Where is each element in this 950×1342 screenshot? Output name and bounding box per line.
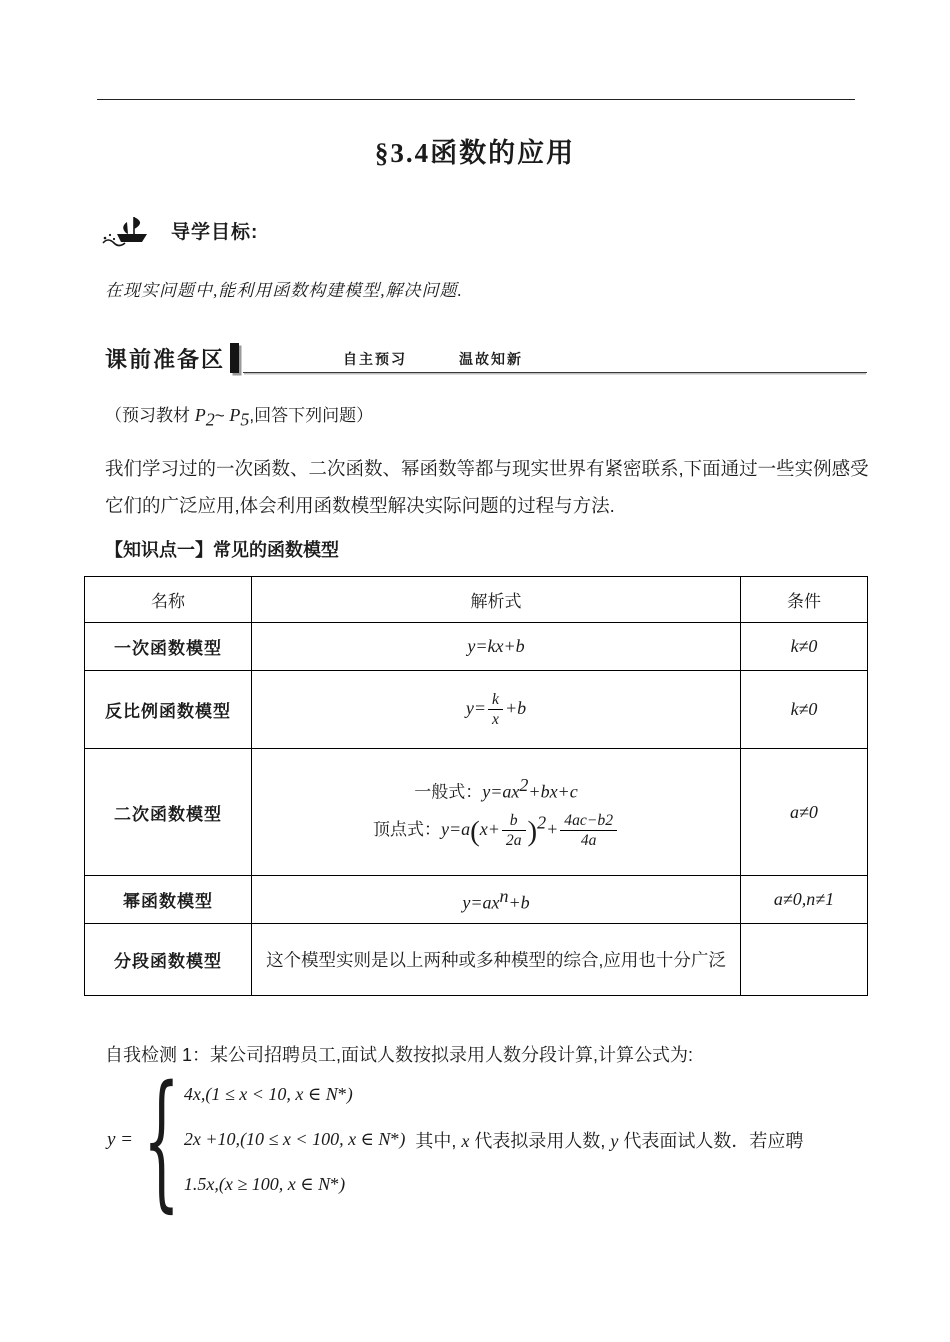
model-name: 二次函数模型 (85, 749, 252, 876)
vertex-exponent: 2 (537, 812, 547, 833)
inverse-fraction (488, 691, 503, 728)
piecewise-cases (184, 1072, 804, 1207)
case-condition: (x ≥ 100, x ∈ N (218, 1174, 331, 1194)
case-star: * (337, 1084, 347, 1104)
case-expression: 2x +10, (183, 1129, 241, 1149)
inverse-pre: y= (465, 697, 487, 718)
piecewise-outro (415, 1127, 803, 1153)
table-row-quadratic (85, 749, 868, 876)
section-subtitles (243, 349, 867, 373)
preview-p1-sub: 2 (205, 409, 215, 430)
page-title: §3.4函数的应用 (374, 138, 576, 168)
vertex-close-paren: ) (527, 815, 538, 847)
inverse-formula (252, 671, 741, 749)
general-rest: +bx+c (528, 781, 578, 802)
fraction-denominator: 4a (580, 831, 597, 849)
top-divider (97, 99, 855, 100)
piecewise-case-2 (184, 1117, 804, 1162)
table-header-expression: 解析式 (252, 577, 741, 623)
knowledge-point-heading: 【知识点一】常见的函数模型 (105, 540, 339, 560)
preview-post: ,回答下列问题） (249, 406, 374, 425)
model-name: 一次函数模型 (85, 623, 252, 671)
vertex-pre: y=a (440, 818, 471, 839)
case-star: * (390, 1129, 400, 1149)
section-bar-icon (230, 343, 239, 373)
quadratic-formulas (252, 749, 741, 876)
general-exponent: 2 (519, 774, 529, 795)
preview-note (105, 401, 373, 430)
piecewise-lhs: y = (107, 1128, 134, 1150)
vertex-inner: x+ (479, 818, 500, 839)
vertex-open-paren: ( (470, 815, 480, 847)
table-header-name: 名称 (85, 577, 252, 623)
piecewise-case-1 (184, 1072, 804, 1117)
piecewise-condition (741, 924, 868, 996)
fraction-denominator: 2a (505, 831, 522, 849)
case-expression: 4x, (183, 1084, 206, 1104)
preview-p2-sub: 5 (240, 409, 250, 430)
outro-text: 代表拟录用人数, (469, 1130, 611, 1151)
preview-p1: P (194, 405, 206, 425)
outro-text: 其中, (415, 1130, 462, 1151)
power-exponent: n (499, 885, 509, 906)
preview-p2: P (229, 405, 241, 425)
table-row-linear (85, 623, 868, 671)
outro-var-y: y (610, 1130, 619, 1151)
case-condition: (10 ≤ x < 100, x ∈ N (240, 1129, 391, 1149)
table-row-power (85, 876, 868, 924)
model-name: 分段函数模型 (85, 924, 252, 996)
goal-text: 在现实问题中,能利用函数构建模型,解决问题. (105, 281, 463, 300)
preview-pre: （预习教材 (105, 406, 195, 425)
fraction-numerator: b (502, 812, 526, 831)
power-base: y=ax (462, 892, 500, 913)
power-condition: a≠0,n≠1 (773, 889, 835, 909)
preview-mid: ~ (214, 406, 230, 425)
quadratic-vertex-form (260, 812, 732, 849)
vertex-label: 顶点式： (372, 819, 441, 839)
case-star: * (330, 1174, 340, 1194)
table-row-piecewise (85, 924, 868, 996)
outro-var-x: x (461, 1130, 470, 1151)
discriminant-fraction (560, 812, 617, 849)
subtitle-review: 温故知新 (459, 353, 524, 368)
case-condition: (1 ≤ x < 10, x ∈ N (205, 1084, 338, 1104)
general-label: 一般式： (414, 782, 483, 802)
case-close-paren: ) (346, 1084, 353, 1104)
section-title: 课前准备区 (105, 346, 226, 372)
vertex-plus: + (546, 818, 559, 839)
function-models-table (84, 576, 868, 996)
left-brace: { (143, 1052, 180, 1227)
table-header-condition: 条件 (741, 577, 868, 623)
table-row-inverse (85, 671, 868, 749)
model-name: 反比例函数模型 (85, 671, 252, 749)
fraction-denominator: x (492, 711, 499, 728)
vertex-fraction (502, 812, 526, 849)
case-close-paren: ) (399, 1129, 406, 1149)
linear-condition: k≠0 (790, 636, 818, 656)
linear-formula: y=kx+b (467, 636, 525, 656)
fraction-numerator: k (488, 691, 503, 710)
inverse-condition: k≠0 (790, 699, 818, 719)
power-formula (252, 876, 741, 924)
case-close-paren: ) (339, 1174, 346, 1194)
table-header-row (85, 577, 868, 623)
power-rest: +b (508, 892, 530, 913)
self-test-intro: 自我检测 1：某公司招聘员工,面试人数按拟录用人数分段计算,计算公式为: (105, 1045, 694, 1065)
intro-paragraph: 我们学习过的一次函数、二次函数、幂函数等都与现实世界有紧密联系,下面通过一些实例感受它们的广泛应用,体会利用函数模型解决实际问题的过程与方法. (105, 458, 869, 516)
inverse-post: +b (504, 697, 527, 718)
fraction-numerator: 4ac−b2 (560, 812, 617, 831)
piecewise-description: 这个模型实则是以上两种或多种模型的综合,应用也十分广泛 (252, 924, 741, 996)
subtitle-self-study: 自主预习 (343, 353, 408, 368)
quadratic-general-form (260, 775, 732, 803)
goal-heading (101, 213, 258, 247)
piecewise-case-3 (184, 1162, 804, 1207)
quadratic-condition: a≠0 (790, 801, 818, 822)
boat-icon (101, 213, 161, 247)
section-header (105, 343, 867, 373)
model-name: 幂函数模型 (85, 876, 252, 924)
general-base: y=ax (482, 781, 520, 802)
outro-text: 代表面试人数．若应聘 (618, 1130, 804, 1151)
case-expression: 1.5x, (183, 1174, 219, 1194)
goal-label: 导学目标: (171, 221, 259, 243)
